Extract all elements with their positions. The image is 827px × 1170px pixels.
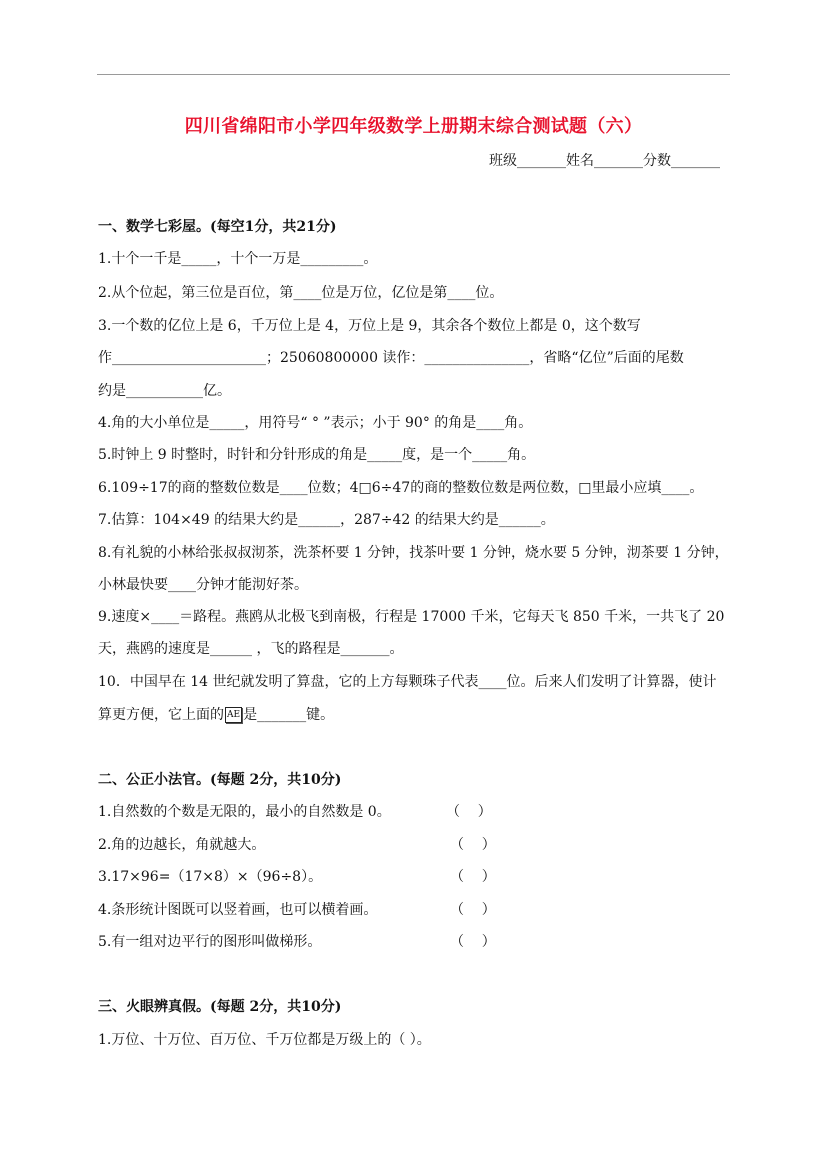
question-line: 7.估算：104×49 的结果大约是______，287÷42 的结果大约是______。	[98, 512, 555, 528]
question-line: 9.速度×____＝路程。燕鸥从北极飞到南极，行程是 17000 千米，它每天飞 850 千米，一共飞了 20	[98, 609, 725, 625]
question-line: 1.十个一千是_____，十个一万是_________。	[98, 251, 378, 267]
answer-parentheses: （ ）	[450, 934, 496, 950]
section-3-heading: 三、火眼辨真假。(每题 2分，共10分)	[98, 999, 342, 1015]
judgement-item: 1.自然数的个数是无限的，最小的自然数是 0。	[98, 804, 391, 820]
question-line: 2.从个位起，第三位是百位，第____位是万位，亿位是第____位。	[98, 285, 504, 301]
question-line	[98, 704, 334, 724]
question-line: 作______________________；25060800000 读作：_______________，省略“亿位”后面的尾数	[98, 350, 684, 366]
question-line: 8.有礼貌的小林给张叔叔沏茶，洗茶杯要 1 分钟，找茶叶要 1 分钟，烧水要 5 分钟，沏茶要 1 分钟，	[98, 545, 729, 561]
question-line: 1.万位、十万位、百万位、千万位都是万级上的（ ）。	[98, 1032, 431, 1048]
question-line: 小林最快要____分钟才能沏好茶。	[98, 577, 308, 593]
question-line: 5.时钟上 9 时整时，时针和分针形成的角是_____度，是一个_____角。	[98, 447, 536, 463]
question-line: 4.角的大小单位是_____，用符号“ ° ”表示；小于 90° 的角是____角。	[98, 415, 533, 431]
calculator-key-icon: AE	[225, 707, 242, 723]
header-rule	[97, 74, 730, 75]
answer-parentheses: （ ）	[450, 902, 496, 918]
question-line: 天，燕鸥的速度是______ ，飞的路程是_______。	[98, 641, 404, 657]
section-1-heading: 一、数学七彩屋。(每空1分，共21分)	[98, 219, 337, 235]
student-info: 班级_______姓名_______分数_______	[489, 153, 720, 169]
judgement-item: 4.条形统计图既可以竖着画，也可以横着画。	[98, 902, 378, 918]
answer-parentheses: （ ）	[446, 804, 492, 820]
judgement-item: 3.17×96=（17×8）×（96÷8）。	[98, 869, 323, 885]
answer-parentheses: （ ）	[450, 837, 496, 853]
section-2-heading: 二、公正小法官。(每题 2分，共10分)	[98, 772, 342, 788]
question-line: 6.109÷17的商的整数位数是____位数；4□6÷47的商的整数位数是两位数，□里最小应填____。	[98, 480, 704, 496]
judgement-item: 5.有一组对边平行的图形叫做梯形。	[98, 934, 322, 950]
page-title: 四川省绵阳市小学四年级数学上册期末综合测试题（六）	[184, 116, 643, 137]
answer-parentheses: （ ）	[450, 869, 496, 885]
question-text: 算更方便，它上面的	[98, 707, 224, 723]
question-line: 3.一个数的亿位上是 6，千万位上是 4，万位上是 9，其余各个数位上都是 0，这个数写	[98, 318, 641, 334]
judgement-item: 2.角的边越长，角就越大。	[98, 837, 266, 853]
question-line: 约是___________亿。	[98, 383, 231, 399]
question-text: 是_______键。	[243, 707, 335, 723]
question-line: 10．中国早在 14 世纪就发明了算盘，它的上方每颗珠子代表____位。后来人们发明了计算器，使计	[98, 674, 717, 690]
